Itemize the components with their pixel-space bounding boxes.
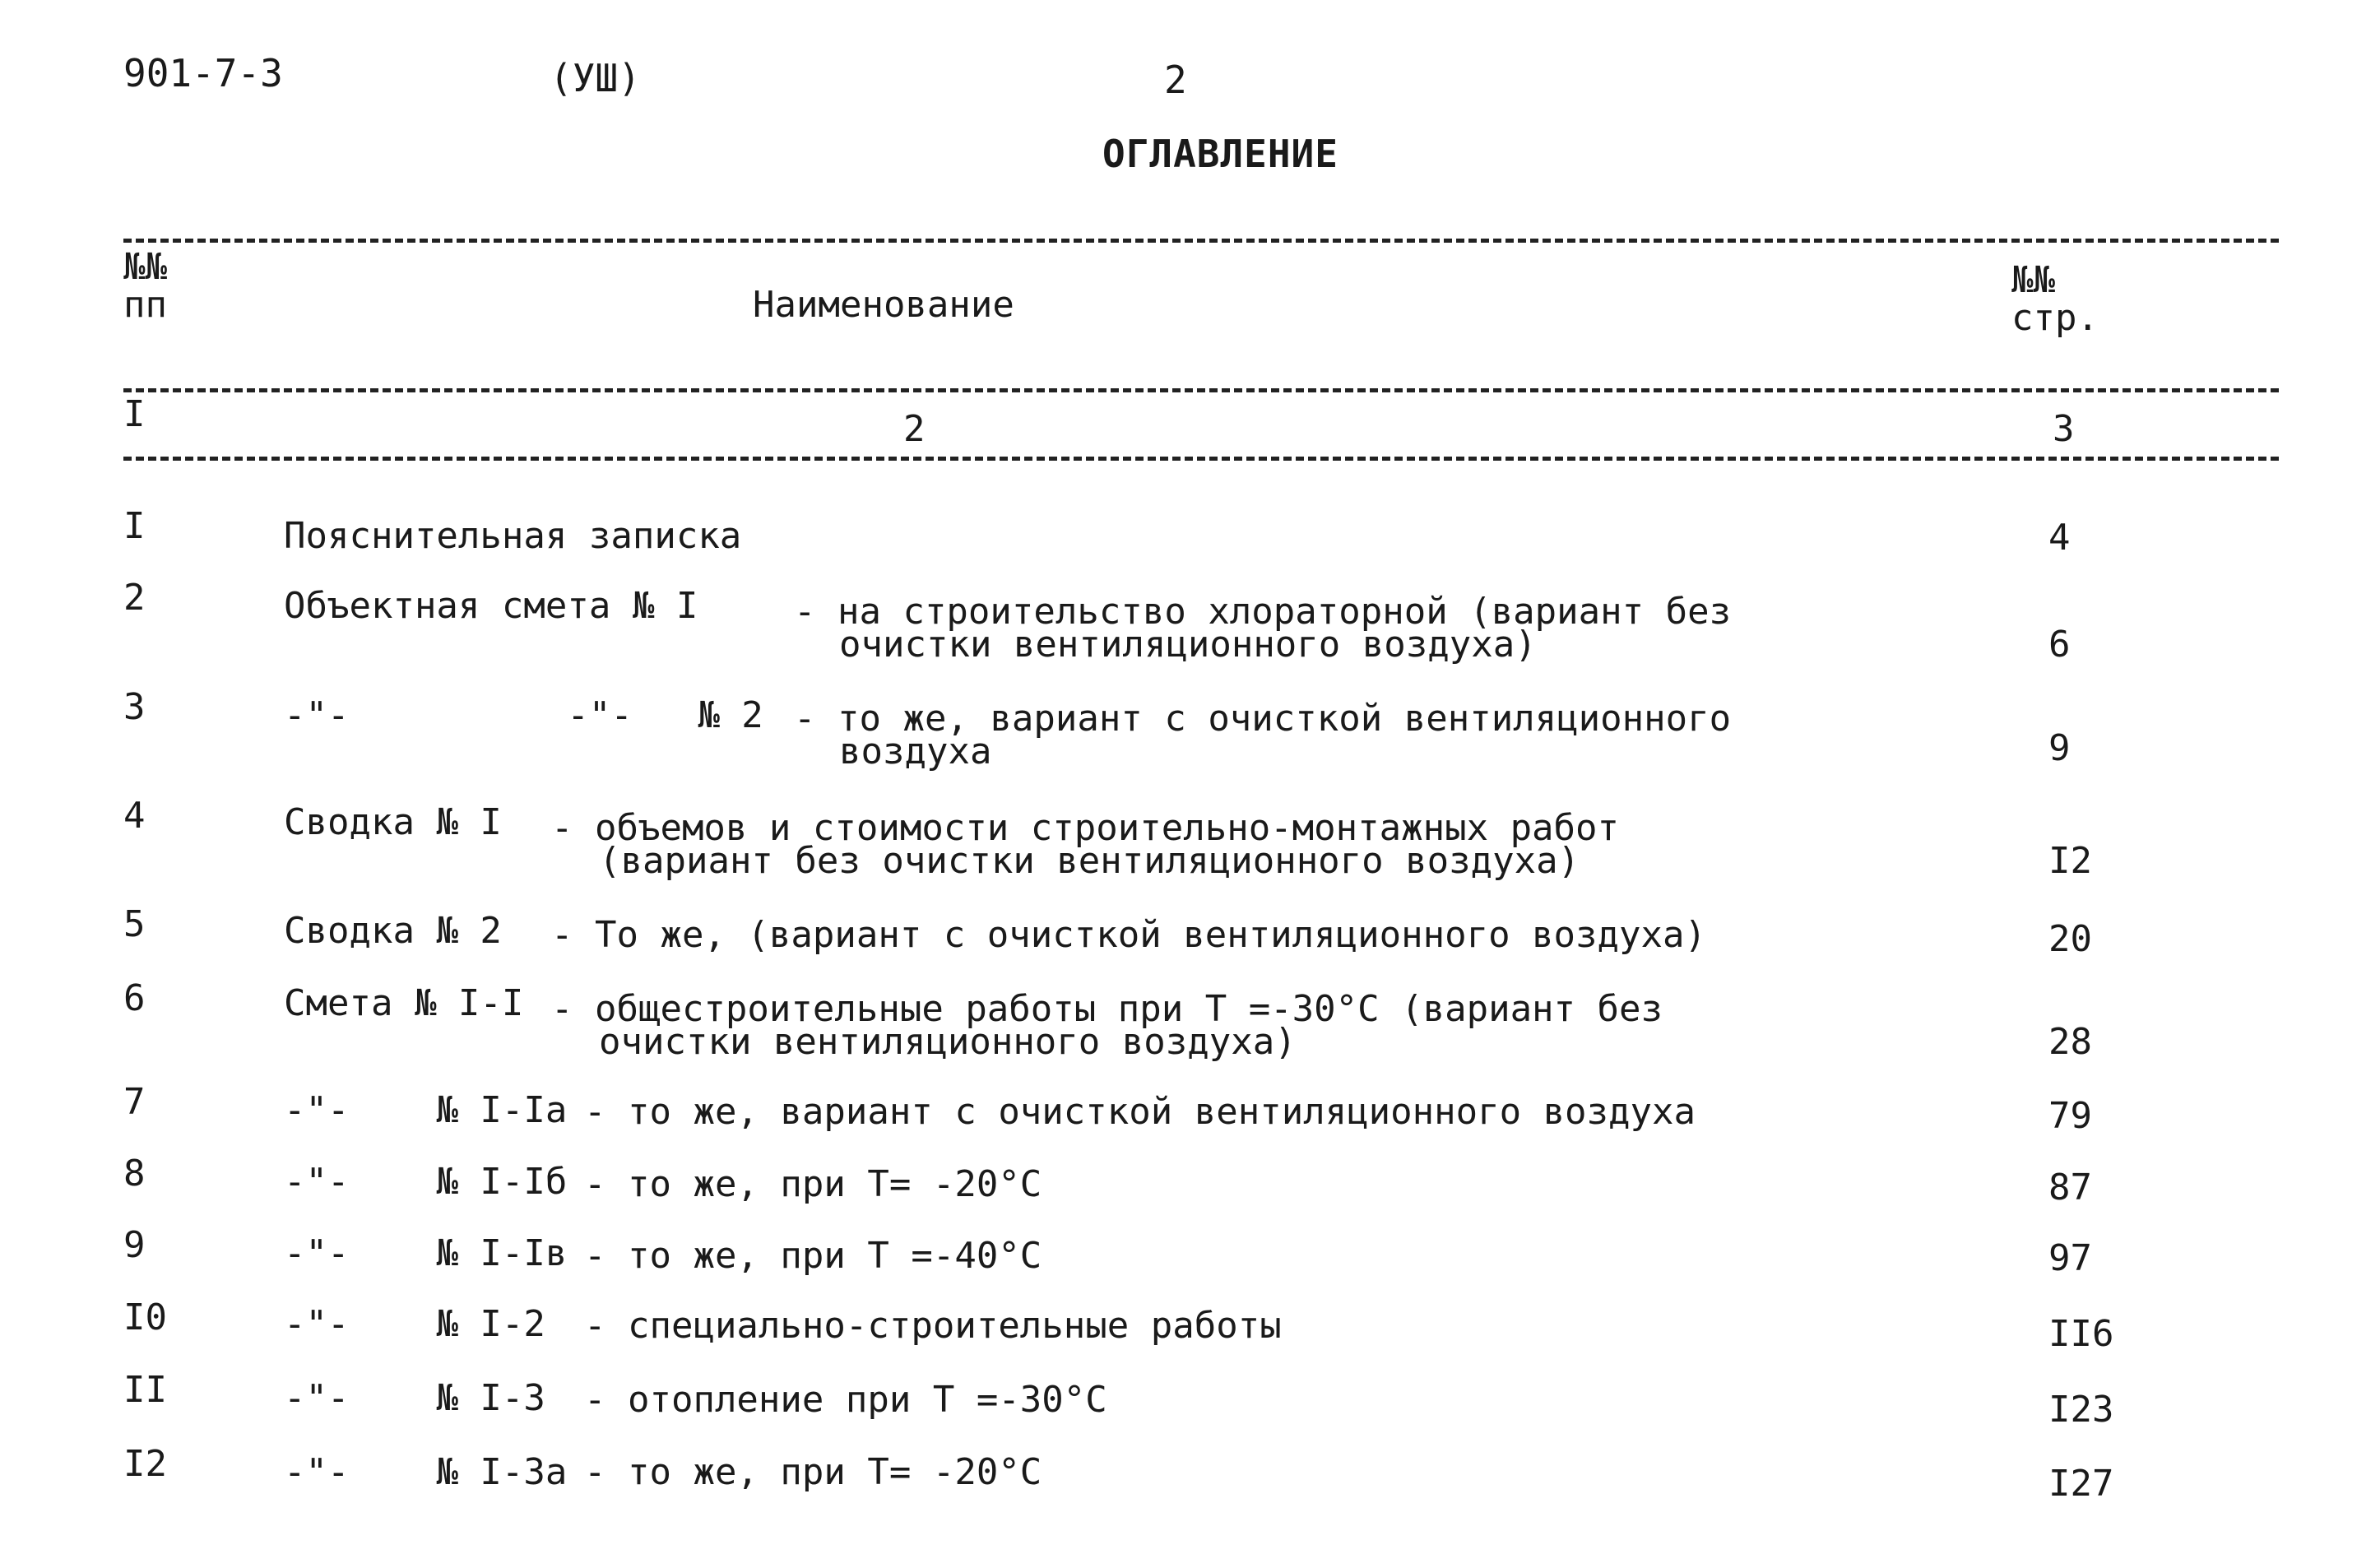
row-description-line2: очистки вентиляционного воздуха) [839,624,1537,666]
col-number-2: 2 [903,408,926,450]
row-page: I23 [2048,1389,2114,1431]
row-name: -"- № I-Iв [284,1232,568,1274]
row-description-line1: - отопление при Т =-30°C [584,1379,1107,1421]
row-description-line2: (вариант без очистки вентиляционного воздуха) [599,840,1580,882]
row-name: -"- № I-Iб [284,1161,568,1203]
row-number: 5 [123,903,146,945]
row-number: I [123,505,146,547]
row-page: I2 [2048,840,2092,882]
row-page: 20 [2048,918,2092,960]
row-description-line1: - то же, при Т =-40°C [584,1235,1042,1277]
row-name: -"- № I-3а [284,1451,568,1493]
row-description-line1: - то же, при Т= -20°C [584,1163,1042,1205]
col-header-page-line1: №№ [2011,259,2055,301]
row-number: 2 [123,577,146,619]
row-name: Смета № I-I [284,982,524,1024]
row-description-line2: воздуха [839,731,992,772]
row-page: II6 [2048,1313,2114,1355]
row-description-line1: - то же, вариант с очисткой вентиляционного воздуха [584,1091,1696,1133]
row-page: 87 [2048,1167,2092,1208]
row-page: I27 [2048,1463,2114,1505]
row-page: 97 [2048,1237,2092,1279]
row-name: -"- № I-Iа [284,1089,568,1131]
row-number: 9 [123,1224,146,1266]
page-number: 2 [1164,58,1187,102]
row-name: Пояснительная записка [284,515,742,557]
col-header-num-line2: пп [123,284,167,326]
row-description-line1: - то же, при Т= -20°C [584,1451,1042,1493]
row-number: I2 [123,1443,167,1485]
row-name: Сводка № I [284,801,502,843]
page-title: ОГЛАВЛЕНИЕ [1102,132,1338,176]
row-description-line1: - объемов и стоимости строительно-монтажных работ [551,807,1620,849]
row-number: 3 [123,686,146,728]
row-number: 4 [123,795,146,837]
row-description-line1: - общестроительные работы при Т =-30°C (вариант без [551,988,1663,1030]
row-page: 28 [2048,1021,2092,1063]
row-description-line1: - специально-строительные работы [584,1305,1282,1347]
col-number-1: I [123,393,146,435]
row-name: Сводка № 2 [284,910,502,952]
col-header-page [2011,259,2099,339]
row-number: 8 [123,1153,146,1194]
header-separator-rule [123,388,2279,392]
row-name: -"- -"- № 2 [284,694,763,736]
row-description-line1: - на строительство хлораторной (вариант без [794,591,1732,633]
col-header-name: Наименование [753,284,1014,326]
body-top-rule [123,457,2279,461]
row-number: 7 [123,1081,146,1123]
table-top-rule [123,239,2279,243]
row-page: 4 [2048,517,2071,559]
row-name: -"- № I-2 [284,1303,545,1345]
row-number: I0 [123,1297,167,1338]
row-description-line1: - то же, вариант с очисткой вентиляционного [794,698,1732,740]
row-name: Объектная смета № I [284,585,698,627]
document-code: 901-7-3 [123,51,283,95]
col-header-num-line1: №№ [123,246,167,288]
row-number: II [123,1369,167,1411]
row-page: 6 [2048,624,2071,666]
row-description-line2: очистки вентиляционного воздуха) [599,1021,1297,1063]
row-number: 6 [123,977,146,1019]
series-code: (УШ) [550,56,641,100]
col-header-page-line2: стр. [2011,297,2099,339]
row-page: 79 [2048,1095,2092,1137]
col-number-3: 3 [2053,408,2075,450]
col-header-num [123,248,167,324]
row-description-line1: - То же, (вариант с очисткой вентиляционного воздуха) [551,914,1706,956]
row-name: -"- № I-3 [284,1377,545,1419]
row-page: 9 [2048,727,2071,769]
